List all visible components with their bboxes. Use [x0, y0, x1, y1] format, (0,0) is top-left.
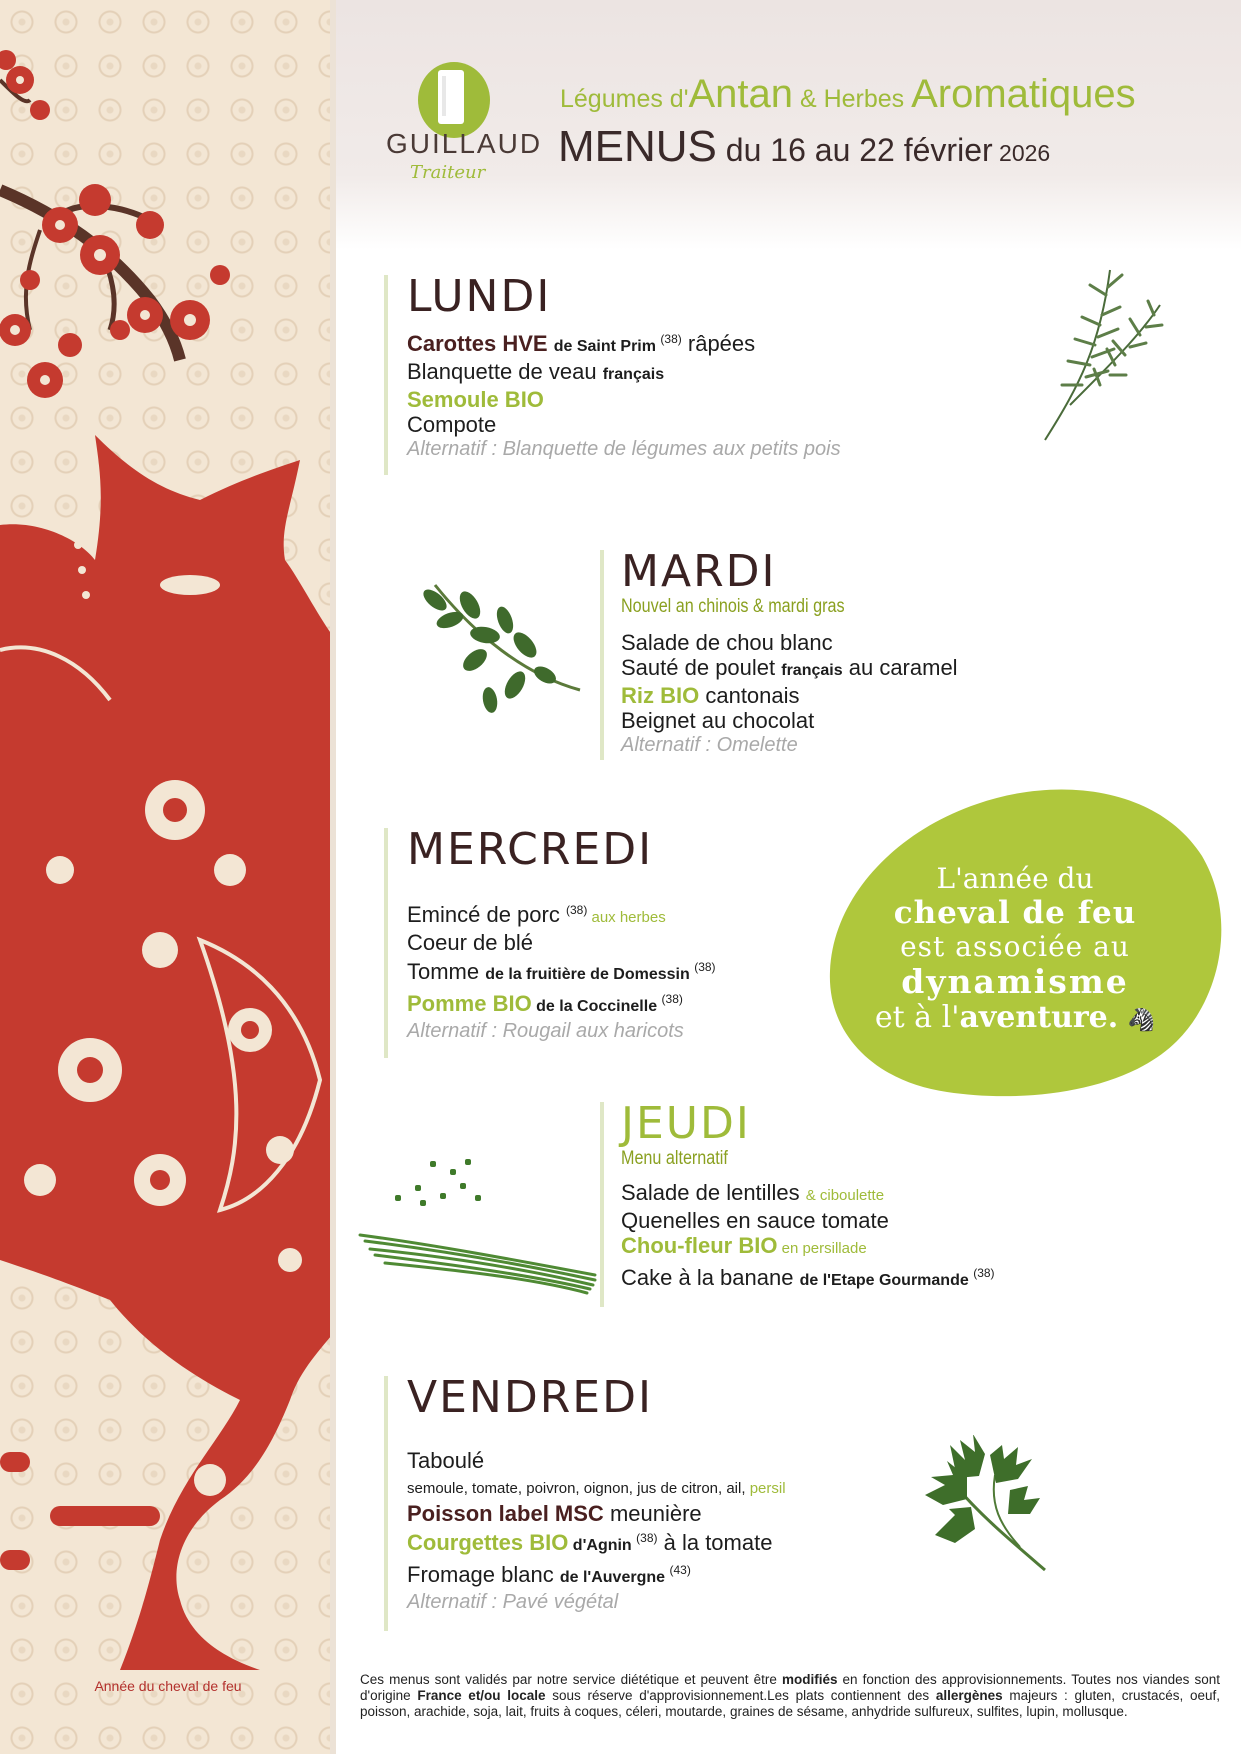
- brand-subtitle: Traiteur: [410, 162, 486, 183]
- title-part: Antan: [688, 72, 793, 116]
- alternative-dish: Alternatif : Pavé végétal: [407, 1591, 619, 1613]
- decorative-panel: [0, 0, 336, 1754]
- menu-item: [407, 1448, 786, 1473]
- menu-item-part: Tomme: [407, 959, 486, 984]
- menu-item-part: d'Agnin: [568, 1537, 637, 1554]
- menu-item-part: de la Coccinelle: [531, 998, 662, 1015]
- menu-item-part: de Saint Prim: [553, 338, 661, 355]
- menu-item-part: (38): [661, 992, 683, 1006]
- day-accent-bar: [384, 1376, 388, 1631]
- menu-lines: [621, 1180, 995, 1293]
- day-vendredi: [384, 1372, 786, 1615]
- menu-item-part: Fromage blanc: [407, 1562, 560, 1587]
- menu-item-part: Riz BIO: [621, 683, 700, 708]
- day-title: JEUDI: [621, 1098, 751, 1149]
- header-theme-title: [560, 72, 1136, 117]
- day-title: LUNDI: [407, 271, 552, 322]
- menu-item-part: au caramel: [842, 655, 958, 680]
- alternative-dish: Alternatif : Omelette: [621, 734, 798, 756]
- title-part: Aromatiques: [911, 72, 1136, 116]
- chives-icon: [355, 1155, 600, 1295]
- horse-body: [0, 435, 336, 1670]
- bubble-line: cheval de feu: [893, 895, 1137, 931]
- menu-item-part: Courgettes BIO: [407, 1530, 569, 1555]
- menus-label: MENUS: [558, 122, 717, 171]
- menu-item-part: Taboulé: [407, 1448, 485, 1473]
- menu-item: [621, 1180, 995, 1208]
- year-caption: Année du cheval de feu: [94, 1678, 242, 1694]
- menu-item: [407, 327, 841, 359]
- menu-lines: [407, 1448, 786, 1590]
- footer-text: majeurs : gluten, crustacés, oeuf, poisson, arachide, soja, lait, fruits à coques, céleri, moutarde, graines de sésame, anhydride sulfureux, sulfites, lupin, mollusque.: [360, 1688, 1220, 1719]
- menu-item: [407, 930, 716, 955]
- bubble-line-part: et à l': [874, 1000, 960, 1035]
- menu-item-part: (38): [694, 960, 716, 974]
- menus-heading: [558, 122, 1050, 172]
- menu-item-part: & ciboulette: [805, 1187, 885, 1204]
- alternative-dish: Alternatif : Rougail aux haricots: [407, 1020, 684, 1042]
- day-mardi: [600, 546, 958, 758]
- day-title: VENDREDI: [407, 1372, 653, 1423]
- menus-year: 2026: [992, 140, 1051, 166]
- bubble-text: [845, 862, 1185, 1039]
- title-part: & Herbes: [793, 85, 912, 113]
- title-part: Légumes d': [560, 85, 689, 113]
- menu-item: [407, 1526, 786, 1558]
- footer-text: en fonction des approvisionnements. Toutes nos viandes sont d'origine: [360, 1672, 1220, 1703]
- menu-item-part: (38): [660, 332, 682, 346]
- bubble-line-bold: aventure.: [959, 1000, 1119, 1035]
- menu-item-part: (38): [973, 1266, 995, 1280]
- menu-item: [407, 898, 716, 930]
- menu-item-part: français: [602, 366, 665, 383]
- menu-item-part: Salade de lentilles: [621, 1180, 806, 1205]
- menu-item-part: meunière: [603, 1501, 702, 1526]
- menu-item: [407, 359, 841, 387]
- menu-item: [407, 387, 841, 412]
- day-mercredi: [384, 824, 716, 1044]
- menu-item-part: de l'Etape Gourmande: [799, 1272, 974, 1289]
- menu-item-part: aux herbes: [587, 909, 666, 926]
- menu-item-part: de l'Auvergne: [559, 1569, 670, 1586]
- bubble-line: est associée au: [900, 930, 1130, 963]
- menu-item: [407, 1558, 786, 1590]
- menu-lines: [407, 898, 716, 1019]
- menu-item-part: Blanquette de veau: [407, 359, 603, 384]
- menu-item-part: Sauté de poulet: [621, 655, 782, 680]
- menu-item-part: français: [781, 662, 843, 679]
- day-accent-bar: [384, 275, 388, 475]
- day-title: MERCREDI: [407, 824, 654, 875]
- menu-item-part: cantonais: [699, 683, 800, 708]
- menu-item: [407, 1473, 786, 1501]
- menu-item-part: en persillade: [777, 1240, 867, 1257]
- footer-text: sous réserve d'approvisionnement.Les plats contiennent des: [545, 1688, 936, 1703]
- menu-item-part: Carottes HVE: [407, 331, 554, 356]
- menu-item: [621, 655, 958, 683]
- menu-lines: [407, 327, 841, 437]
- menu-item-part: Salade de chou blanc: [621, 630, 833, 655]
- menu-item-part: Cake à la banane: [621, 1265, 800, 1290]
- menu-item-part: (38): [565, 903, 588, 917]
- bubble-line: L'année du: [936, 862, 1094, 895]
- menus-dates: du 16 au 22 février: [716, 132, 993, 168]
- menu-item-part: Poisson label MSC: [407, 1501, 604, 1526]
- menu-lines: [621, 630, 958, 733]
- menu-item: [621, 1261, 995, 1293]
- menu-item: [407, 1501, 786, 1526]
- day-accent-bar: [600, 550, 604, 760]
- menu-item: [621, 708, 958, 733]
- menu-item-part: (38): [636, 1531, 658, 1545]
- menu-item: [407, 987, 716, 1019]
- footer-bold: allergènes: [935, 1688, 1003, 1703]
- brand-name: GUILLAUD: [386, 128, 543, 159]
- menu-item: [407, 412, 841, 437]
- day-accent-bar: [600, 1102, 604, 1307]
- menu-item: [621, 1208, 995, 1233]
- bubble-line: dynamisme: [901, 962, 1129, 1001]
- day-lundi: [384, 271, 841, 462]
- day-jeudi: [600, 1098, 995, 1293]
- day-accent-bar: [384, 828, 388, 1058]
- alternative-dish: Alternatif : Blanquette de légumes aux petits pois: [407, 438, 841, 460]
- fire-horse-illustration: [0, 0, 336, 1754]
- menu-item-part: Quenelles en sauce tomate: [621, 1208, 889, 1233]
- menu-item: [621, 683, 958, 708]
- footer-text: Ces menus sont validés par notre service diététique et peuvent être: [360, 1672, 782, 1687]
- menu-item-part: Chou-fleur BIO: [621, 1233, 778, 1258]
- menu-item-part: de la fruitière de Domessin: [485, 966, 695, 983]
- day-subtitle: Menu alternatif: [621, 1148, 728, 1169]
- menu-item-part: (43): [669, 1563, 691, 1577]
- menu-item-part: à la tomate: [657, 1530, 773, 1555]
- footer-bold: France et/ou locale: [417, 1688, 546, 1703]
- menu-item-part: Coeur de blé: [407, 930, 533, 955]
- menu-item: [621, 1233, 995, 1261]
- menu-item-part: Compote: [407, 412, 497, 437]
- herb-leaves-icon: [415, 575, 585, 735]
- parsley-icon: [920, 1435, 1060, 1575]
- day-title: MARDI: [621, 546, 777, 597]
- menu-item-part: râpées: [681, 331, 756, 356]
- footer-bold: modifiés: [781, 1672, 838, 1687]
- bubble-line: [845, 1000, 1185, 1039]
- menu-item-part: Semoule BIO: [407, 387, 544, 412]
- menu-item-part: persil: [749, 1480, 786, 1497]
- menu-item-part: Beignet au chocolat: [621, 708, 815, 733]
- menu-item-part: Emincé de porc: [407, 902, 566, 927]
- menu-item: [407, 955, 716, 987]
- zebra-icon: 🦓: [1127, 1008, 1156, 1033]
- day-subtitle: Nouvel an chinois & mardi gras: [621, 596, 845, 617]
- footer-disclaimer: [360, 1672, 1220, 1720]
- rosemary-icon: [1030, 265, 1170, 445]
- menu-item: [621, 630, 958, 655]
- menu-item-part: Pomme BIO: [407, 991, 532, 1016]
- menu-item-part: semoule, tomate, poivron, oignon, jus de citron, ail,: [407, 1480, 750, 1497]
